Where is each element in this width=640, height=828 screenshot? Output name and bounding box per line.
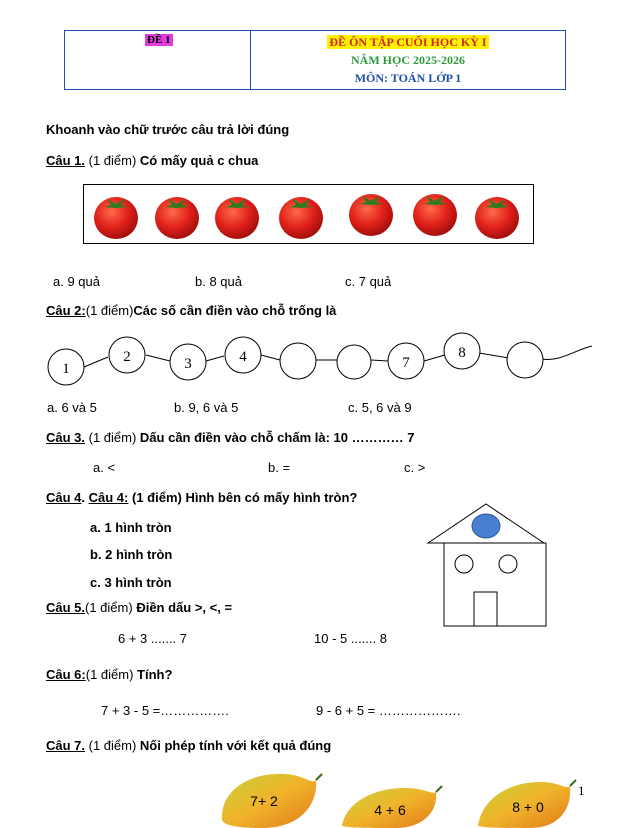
tomato-icon bbox=[349, 194, 393, 236]
number-chain bbox=[40, 328, 600, 388]
q6-expr-1[interactable]: 7 + 3 - 5 =……………. bbox=[101, 703, 229, 718]
q3-heading bbox=[46, 430, 414, 445]
school-year: NĂM HỌC 2025-2026 bbox=[351, 53, 465, 67]
q2-option-c[interactable]: c. 5, 6 và 9 bbox=[348, 400, 412, 415]
chain-circle-2 bbox=[109, 337, 145, 373]
q2-option-b[interactable]: b. 9, 6 và 5 bbox=[174, 400, 239, 415]
circle-number: 8 bbox=[458, 345, 466, 361]
chain-circle-blank-2[interactable] bbox=[337, 345, 371, 379]
q4-heading: Câu 4. Câu 4: (1 điểm) Hình bên có mấy hình tròn? bbox=[46, 490, 358, 505]
q3-points: (1 điểm) bbox=[85, 430, 140, 445]
q5-points: (1 điểm) bbox=[85, 600, 137, 615]
q4-option-b[interactable]: b. 2 hình tròn bbox=[90, 547, 173, 562]
q1-option-a[interactable]: a. 9 quả bbox=[53, 274, 100, 289]
circle-number: 4 bbox=[239, 349, 247, 365]
q1-option-c[interactable]: c. 7 quả bbox=[345, 274, 392, 289]
chain-circle-7 bbox=[388, 343, 424, 379]
q6-text: Tính? bbox=[137, 667, 173, 682]
chain-circle-3 bbox=[170, 344, 206, 380]
circle-number: 7 bbox=[402, 355, 410, 371]
q2-option-a[interactable]: a. 6 và 5 bbox=[47, 400, 97, 415]
q1-text: Có mấy quả c chua bbox=[139, 153, 259, 168]
q5-label: Câu 5. bbox=[46, 600, 86, 615]
tomato-icon bbox=[215, 197, 259, 239]
q6-points: (1 điểm) bbox=[85, 667, 138, 682]
q4-option-c[interactable]: c. 3 hình tròn bbox=[90, 575, 172, 590]
q1-label: Câu 1. bbox=[46, 153, 86, 168]
exam-title: ĐỀ ÔN TẬP CUỐI HỌC KỲ I bbox=[329, 35, 487, 49]
chain-circle-1 bbox=[48, 349, 84, 385]
chain-circle-blank-3[interactable] bbox=[507, 342, 543, 378]
mango-expression: 4 + 6 bbox=[374, 802, 406, 818]
window-circle-left bbox=[455, 555, 473, 573]
q5-expr-2[interactable]: 10 - 5 ....... 8 bbox=[314, 631, 387, 646]
house-figure bbox=[424, 500, 548, 630]
q2-points: (1 điểm) bbox=[85, 303, 134, 318]
mango-expression: 8 + 0 bbox=[512, 799, 544, 815]
q2-heading bbox=[46, 303, 336, 318]
q5-text: Điền dấu >, <, = bbox=[136, 600, 233, 615]
q6-expr-2[interactable]: 9 - 6 + 5 = ………………. bbox=[316, 703, 461, 718]
instruction: Khoanh vào chữ trước câu trả lời đúng bbox=[46, 122, 290, 137]
tomato-icon bbox=[413, 194, 457, 236]
mango-card-2[interactable] bbox=[342, 786, 442, 828]
q4-text: (1 điểm) Hình bên có mấy hình tròn? bbox=[128, 490, 358, 505]
q4-label-2: Câu 4: bbox=[88, 490, 129, 505]
circle-number: 1 bbox=[62, 361, 70, 377]
q3-text: Dấu cần điền vào chỗ chấm là: 10 ………… 7 bbox=[139, 430, 415, 445]
q5-expr-1[interactable]: 6 + 3 ....... 7 bbox=[118, 631, 188, 646]
q5-heading bbox=[46, 600, 232, 615]
tomato-icon bbox=[155, 197, 199, 239]
tomato-icon bbox=[475, 197, 519, 239]
mango-card-3[interactable] bbox=[478, 780, 576, 828]
chain-circle-4 bbox=[225, 337, 261, 373]
tomato-icon bbox=[279, 197, 323, 239]
tomato-box bbox=[83, 184, 534, 244]
circle-number: 3 bbox=[184, 356, 192, 372]
header-box bbox=[64, 30, 566, 90]
roof-circle bbox=[472, 514, 500, 538]
house-door bbox=[474, 592, 497, 626]
chain-circle-8 bbox=[444, 333, 480, 369]
mango-card-1[interactable] bbox=[222, 774, 322, 828]
q6-label: Câu 6: bbox=[46, 667, 86, 682]
chain-circle-blank-1[interactable] bbox=[280, 343, 316, 379]
tomato-icon bbox=[94, 197, 138, 239]
q7-points: (1 điểm) bbox=[85, 738, 140, 753]
tomato-row bbox=[84, 185, 535, 245]
q3-option-a[interactable]: a. < bbox=[93, 460, 116, 475]
q3-option-b[interactable]: b. = bbox=[268, 460, 291, 475]
exam-tag: ĐỀ 1 bbox=[147, 34, 171, 46]
q1-option-b[interactable]: b. 8 quả bbox=[195, 274, 242, 289]
q3-option-c[interactable]: c. > bbox=[404, 460, 426, 475]
q7-text: Nối phép tính với kết quả đúng bbox=[139, 738, 332, 753]
q2-text: Các số cần điền vào chỗ trống là bbox=[133, 303, 337, 318]
q6-heading bbox=[46, 667, 172, 682]
q4-option-a[interactable]: a. 1 hình tròn bbox=[90, 520, 172, 535]
mango-expression: 7+ 2 bbox=[250, 793, 278, 809]
q7-heading bbox=[46, 738, 331, 753]
q1-points: (1 điểm) bbox=[85, 153, 140, 168]
page-number: 1 bbox=[578, 783, 585, 798]
subject: MÔN: TOÁN LỚP 1 bbox=[354, 71, 462, 85]
q2-label: Câu 2: bbox=[46, 303, 86, 318]
mango-row bbox=[0, 760, 640, 828]
window-circle-right bbox=[499, 555, 517, 573]
q1-heading bbox=[46, 153, 258, 168]
circle-number: 2 bbox=[123, 349, 131, 365]
q7-label: Câu 7. bbox=[46, 738, 86, 753]
q4-label: Câu 4 bbox=[46, 490, 82, 505]
q3-label: Câu 3. bbox=[46, 430, 86, 445]
header-titles bbox=[251, 33, 565, 87]
